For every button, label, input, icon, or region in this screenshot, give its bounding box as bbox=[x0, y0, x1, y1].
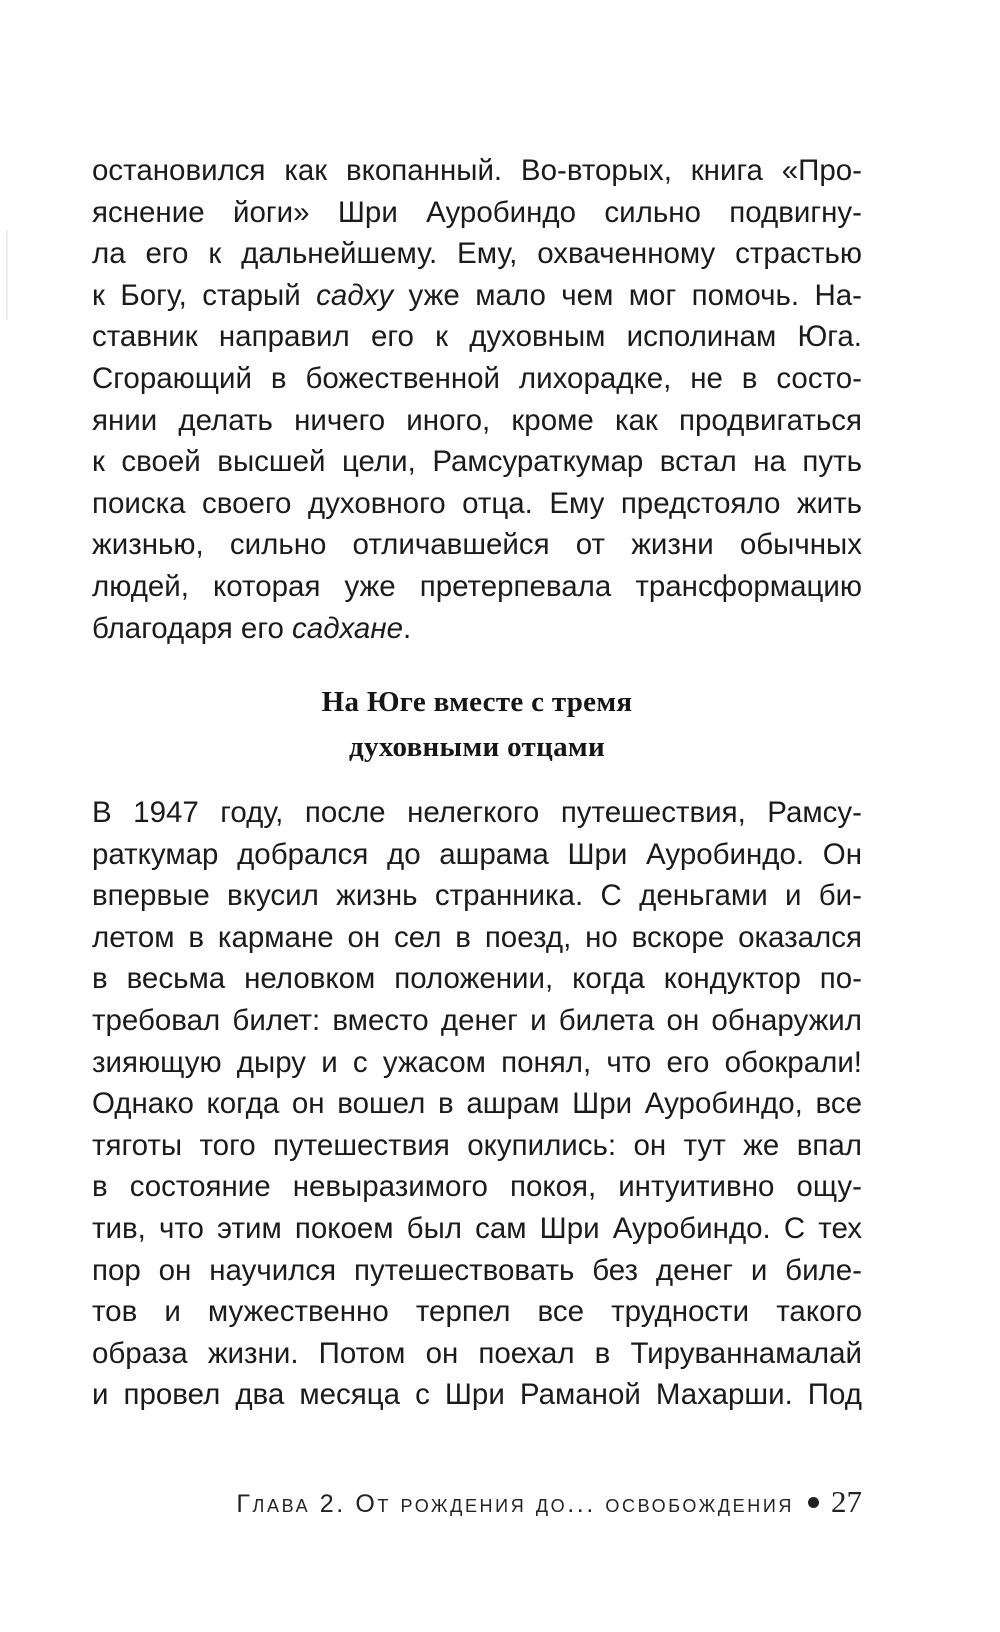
text-line: поиска своего духовного отца. Ему предстояло жить bbox=[92, 486, 862, 520]
text-line: ставник направил его к духовным исполинам Юга. bbox=[92, 320, 862, 354]
text-line: пор он научился путешествовать без денег и биле- bbox=[92, 1253, 862, 1287]
text-line: летом в кармане он сел в поезд, но вскоре оказался bbox=[92, 920, 862, 954]
text-line: янии делать ничего иного, кроме как продвигаться bbox=[92, 403, 862, 437]
text-line: тив, что этим покоем был сам Шри Ауробиндо. С тех bbox=[92, 1211, 862, 1245]
italic-term-sadhu: садху bbox=[316, 278, 394, 312]
text-line: В 1947 году, после нелегкого путешествия, Рамсу- bbox=[92, 796, 862, 829]
text-line: образа жизни. Потом он поехал в Тируваннамалай bbox=[92, 1336, 862, 1370]
italic-term-sadhana: садхане bbox=[292, 611, 403, 645]
text-run: уже мало чем мог помочь. На- bbox=[393, 278, 862, 312]
text-line: тов и мужественно терпел все трудности такого bbox=[92, 1295, 862, 1329]
text-run: . bbox=[402, 611, 412, 645]
running-head: Глава 2. От рождения до... освобождения bbox=[236, 1490, 794, 1518]
section-heading bbox=[92, 680, 862, 770]
text-line: к своей высшей цели, Рамсураткумар встал на путь bbox=[92, 445, 862, 479]
section-heading-line-1: На Юге вместе с тремя bbox=[321, 686, 633, 718]
text-line: в весьма неловком положении, когда кондуктор по- bbox=[92, 962, 862, 996]
text-line bbox=[92, 608, 862, 650]
text-line: и провел два месяца с Шри Раманой Махарши. Под bbox=[92, 1378, 862, 1412]
text-line: остановился как вкопанный. Во-вторых, книга «Про- bbox=[92, 154, 862, 187]
page-number: 27 bbox=[831, 1484, 862, 1519]
text-line: Однако когда он вошел в ашрам Шри Ауробиндо, все bbox=[92, 1087, 862, 1121]
text-line: раткумар добрался до ашрама Шри Ауробиндо. Он bbox=[92, 837, 862, 871]
text-line: впервые вкусил жизнь странника. С деньгами и би- bbox=[92, 879, 862, 913]
text-run: благодаря его bbox=[92, 611, 293, 645]
page-footer bbox=[92, 1484, 862, 1520]
text-line: тяготы того путешествия окупились: он тут же впал bbox=[92, 1128, 862, 1162]
text-line: жизнью, сильно отличавшейся от жизни обычных bbox=[92, 528, 862, 562]
text-line: ла его к дальнейшему. Ему, охваченному страстью bbox=[92, 237, 862, 271]
paragraph-1 bbox=[92, 150, 862, 649]
text-run: к Богу, старый bbox=[92, 278, 317, 312]
page-edge-shadow bbox=[6, 230, 8, 320]
text-line: зияющую дыру и с ужасом понял, что его обокрали! bbox=[92, 1045, 862, 1079]
paragraph-2 bbox=[92, 792, 862, 1416]
text-line: требовал билет: вместо денег и билета он обнаружил bbox=[92, 1003, 862, 1037]
text-line bbox=[92, 275, 862, 317]
text-line: яснение йоги» Шри Ауробиндо сильно подвигну- bbox=[92, 195, 862, 229]
text-line: Сгорающий в божественной лихорадке, не в состо- bbox=[92, 361, 862, 395]
bullet-separator bbox=[808, 1497, 819, 1508]
section-heading-line-2: духовными отцами bbox=[349, 731, 605, 763]
text-line: в состояние невыразимого покоя, интуитивно ощу- bbox=[92, 1170, 862, 1204]
text-line: людей, которая уже претерпевала трансформацию bbox=[92, 569, 862, 603]
